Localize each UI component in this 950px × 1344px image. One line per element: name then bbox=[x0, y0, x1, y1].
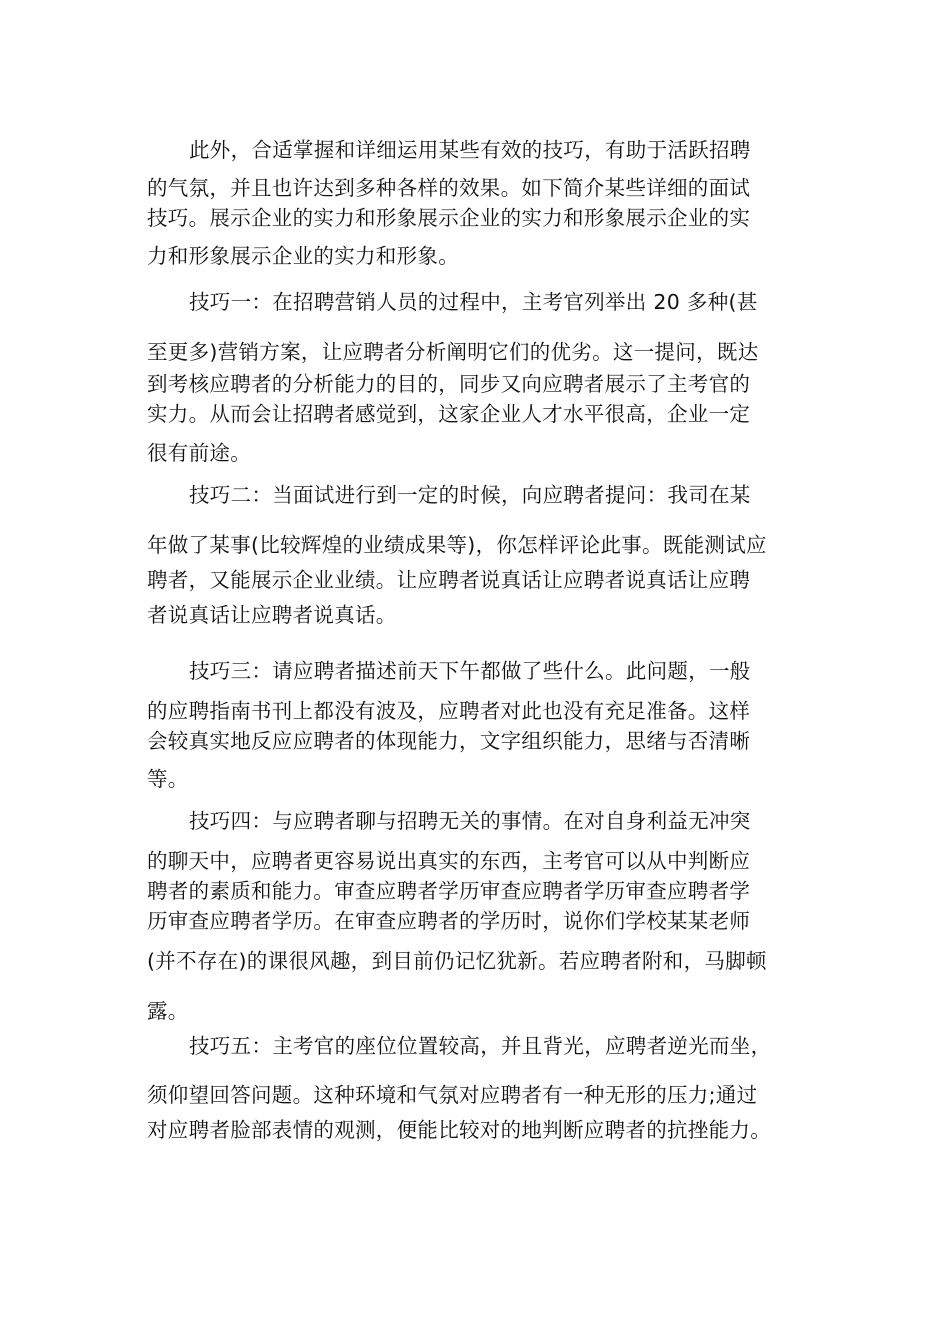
text-line: 等。 bbox=[147, 767, 189, 791]
text-line: 的聊天中，应聘者更容易说出真实的东西，主考官可以从中判断应 bbox=[147, 849, 751, 873]
text-line: 的应聘指南书刊上都没有波及，应聘者对此也没有充足准备。这样 bbox=[147, 699, 751, 723]
text-line: 者说真话让应聘者说真话。 bbox=[147, 603, 397, 627]
text-line: 技巧四：与应聘者聊与招聘无关的事情。在对自身利益无冲突 bbox=[189, 809, 751, 833]
text-line: 技巧一：在招聘营销人员的过程中，主考官列举出 20 多种(甚 bbox=[189, 290, 758, 314]
text-line: 实力。从而会让招聘者感觉到，这家企业人才水平很高，企业一定 bbox=[147, 402, 751, 426]
text-line: 此外，合适掌握和详细运用某些有效的技巧，有助于活跃招聘 bbox=[189, 138, 751, 162]
text-line: 很有前途。 bbox=[147, 441, 251, 465]
paragraph-tip-5 bbox=[147, 1031, 812, 1145]
text-line: 历审查应聘者学历。在审查应聘者的学历时，说你们学校某某老师 bbox=[147, 909, 751, 933]
text-line: 力和形象展示企业的实力和形象。 bbox=[147, 244, 459, 268]
paragraph-tip-4 bbox=[147, 806, 812, 1026]
text-line: (并不存在)的课很风趣，到目前仍记忆犹新。若应聘者附和，马脚顿 bbox=[147, 949, 767, 973]
paragraph-tip-3 bbox=[147, 656, 812, 794]
text-line: 聘者的素质和能力。审查应聘者学历审查应聘者学历审查应聘者学 bbox=[147, 879, 751, 903]
paragraph-tip-2 bbox=[147, 480, 812, 630]
text-line: 的气氛，并且也许达到多种各样的效果。如下简介某些详细的面试 bbox=[147, 176, 751, 200]
text-line: 到考核应聘者的分析能力的目的，同步又向应聘者展示了主考官的 bbox=[147, 372, 751, 396]
text-line: 对应聘者脸部表情的观测，便能比较对的地判断应聘者的抗挫能力。 bbox=[147, 1118, 771, 1142]
text-line: 至更多)营销方案，让应聘者分析阐明它们的优劣。这一提问，既达 bbox=[147, 340, 759, 364]
text-line: 技巧三：请应聘者描述前天下午都做了些什么。此问题，一般 bbox=[189, 659, 751, 683]
text-line: 露。 bbox=[147, 999, 189, 1023]
text-line: 年做了某事(比较辉煌的业绩成果等)，你怎样评论此事。既能测试应 bbox=[147, 533, 767, 557]
text-line: 技巧二：当面试进行到一定的时候，向应聘者提问：我司在某 bbox=[189, 483, 751, 507]
paragraph-intro bbox=[147, 135, 812, 271]
text-line: 聘者，又能展示企业业绩。让应聘者说真话让应聘者说真话让应聘 bbox=[147, 568, 751, 592]
text-line: 技巧五：主考官的座位位置较高，并且背光，应聘者逆光而坐， bbox=[189, 1034, 772, 1058]
text-line: 须仰望回答问题。这种环境和气氛对应聘者有一种无形的压力;通过 bbox=[147, 1083, 758, 1107]
paragraph-tip-1 bbox=[147, 287, 812, 468]
text-line: 技巧。展示企业的实力和形象展示企业的实力和形象展示企业的实 bbox=[147, 206, 751, 230]
text-line: 会较真实地反应应聘者的体现能力，文字组织能力，思绪与否清晰 bbox=[147, 729, 751, 753]
